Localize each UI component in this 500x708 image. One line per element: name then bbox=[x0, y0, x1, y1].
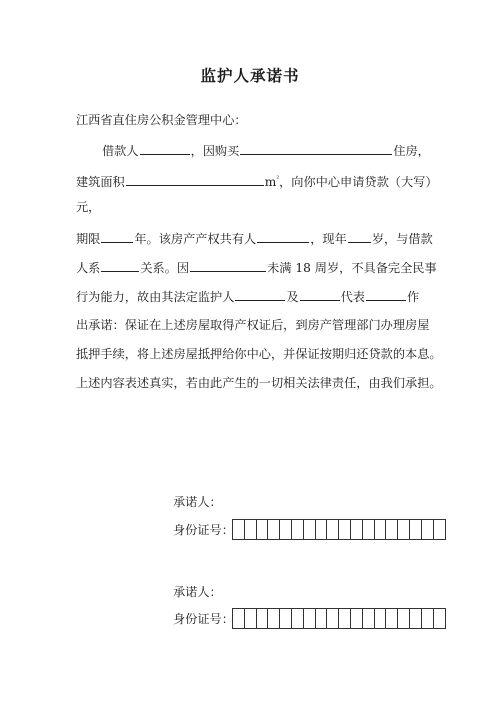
id-digit-box bbox=[327, 520, 339, 539]
co-owner-label: 年。该房产产权共有人 bbox=[134, 232, 257, 246]
body-line-5 bbox=[76, 259, 437, 276]
id-digit-box bbox=[304, 520, 316, 539]
id-digit-box bbox=[386, 520, 398, 539]
id-digit-box bbox=[398, 520, 410, 539]
id-digit-box bbox=[375, 609, 387, 628]
term-label: 期限 bbox=[76, 232, 101, 246]
id-digit-box bbox=[410, 520, 422, 539]
id-digit-box bbox=[422, 520, 434, 539]
addressee: 江西省直住房公积金管理中心： bbox=[76, 113, 247, 127]
id-digit-box bbox=[280, 609, 292, 628]
age-label: ，现年 bbox=[310, 232, 347, 246]
id-number-label-1: 身份证号： bbox=[173, 523, 234, 537]
id-digit-box bbox=[280, 520, 292, 539]
loan-amount-label: ，向你中心申请贷款（大写） bbox=[279, 175, 438, 190]
term-blank bbox=[101, 230, 133, 243]
id-digit-box bbox=[292, 520, 304, 539]
document-title: 监护人承诺书 bbox=[200, 67, 300, 85]
minor-statement: 未满 18 周岁，不具备完全民事 bbox=[267, 261, 437, 275]
body-line-7: 出承诺：保证在上述房屋取得产权证后，到房产管理部门办理房屋 bbox=[76, 318, 430, 332]
borrower-label: 借款人 bbox=[102, 144, 139, 158]
id-digit-box bbox=[316, 520, 328, 539]
guardian-label: 行为能力，故由其法定监护人 bbox=[76, 290, 235, 304]
id-digit-box bbox=[386, 609, 398, 628]
id-digit-box bbox=[257, 520, 269, 539]
id-digit-box bbox=[304, 609, 316, 628]
id-digit-box bbox=[339, 520, 351, 539]
id-digit-box bbox=[268, 520, 280, 539]
body-line-3: 元， bbox=[76, 200, 101, 214]
because-label: 关系。因 bbox=[140, 261, 190, 275]
housing-label: 住房， bbox=[393, 144, 430, 158]
id-digit-box bbox=[398, 609, 410, 628]
property-blank bbox=[240, 142, 392, 155]
age-blank bbox=[348, 230, 371, 243]
id-digit-box bbox=[339, 609, 351, 628]
area-blank bbox=[126, 173, 264, 186]
id-digit-box bbox=[316, 609, 328, 628]
id-digit-box bbox=[233, 520, 245, 539]
relation-label: 人系 bbox=[76, 261, 101, 275]
id-number-label-2: 身份证号： bbox=[173, 612, 234, 626]
id-number-boxes-2 bbox=[232, 608, 446, 629]
id-digit-box bbox=[233, 609, 245, 628]
minor-name-blank bbox=[190, 259, 266, 272]
id-digit-box bbox=[245, 520, 257, 539]
and-label: 及 bbox=[286, 290, 299, 304]
id-digit-box bbox=[410, 609, 422, 628]
relation-label-start: 岁，与借款 bbox=[371, 232, 433, 246]
id-digit-box bbox=[351, 520, 363, 539]
id-digit-box bbox=[257, 609, 269, 628]
id-digit-box bbox=[434, 609, 446, 628]
body-line-6 bbox=[76, 288, 419, 305]
body-line-8: 抵押手续，将上述房屋抵押给你中心，并保证按期归还贷款的本息。 bbox=[76, 347, 442, 361]
id-digit-box bbox=[245, 609, 257, 628]
purchase-label: ，因购买 bbox=[190, 144, 240, 158]
area-label: 建筑面积 bbox=[76, 175, 125, 190]
id-digit-box bbox=[351, 609, 363, 628]
id-digit-box bbox=[268, 609, 280, 628]
id-digit-box bbox=[292, 609, 304, 628]
id-digit-box bbox=[363, 609, 375, 628]
body-line-2 bbox=[76, 171, 438, 190]
id-digit-box bbox=[327, 609, 339, 628]
body-line-9: 上述内容表述真实，若由此产生的一切相关法律责任，由我们承担。 bbox=[76, 376, 442, 390]
body-line-4 bbox=[76, 230, 433, 247]
id-digit-box bbox=[434, 520, 446, 539]
id-number-boxes-1 bbox=[232, 519, 446, 540]
guardian-2-blank bbox=[300, 288, 340, 301]
id-digit-box bbox=[422, 609, 434, 628]
guardian-1-blank bbox=[235, 288, 285, 301]
borrower-name-blank bbox=[140, 142, 190, 155]
make-label: 作 bbox=[407, 290, 420, 304]
area-unit: m bbox=[264, 175, 277, 190]
represent-label: 代表 bbox=[340, 290, 365, 304]
area-unit-sup: ² bbox=[276, 175, 280, 183]
co-owner-blank bbox=[257, 230, 309, 243]
id-digit-box bbox=[363, 520, 375, 539]
promisor-label-2: 承诺人： bbox=[173, 585, 222, 599]
id-digit-box bbox=[375, 520, 387, 539]
body-line-1 bbox=[102, 142, 430, 159]
relation-blank bbox=[101, 259, 139, 272]
represented-blank bbox=[366, 288, 406, 301]
promisor-label-1: 承诺人： bbox=[173, 495, 222, 509]
